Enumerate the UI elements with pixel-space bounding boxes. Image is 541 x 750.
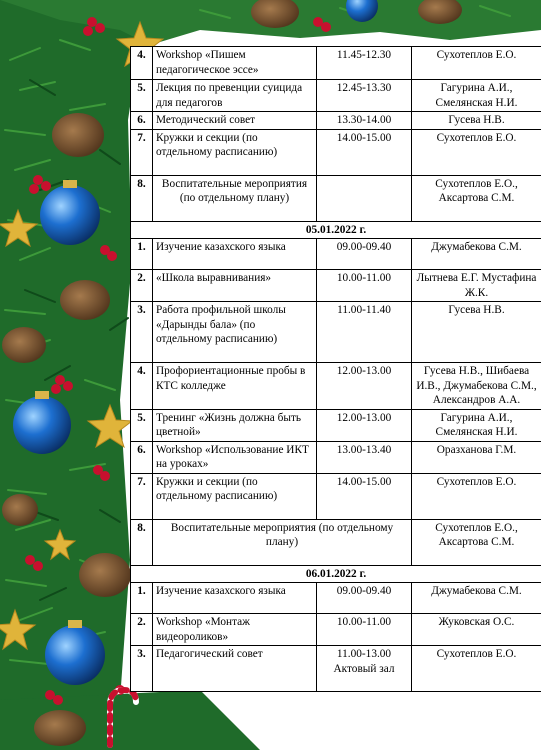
- table-row: [131, 47, 541, 80]
- event-cell: Workshop «Монтаж видеороликов»: [153, 614, 317, 646]
- time-cell: 11.00-13.00 Актовый зал: [317, 646, 412, 692]
- event-cell: Педагогический совет: [153, 646, 317, 692]
- row-number: 3.: [131, 302, 153, 363]
- event-cell: Тренинг «Жизнь должна быть цветной»: [153, 409, 317, 441]
- table-row: [131, 239, 541, 270]
- responsible-cell: Сухотеплов Е.О., Аксартова С.М.: [412, 519, 541, 565]
- responsible-cell: Сухотеплов Е.О., Аксартова С.М.: [412, 175, 541, 221]
- responsible-cell: Джумабекова С.М.: [412, 239, 541, 270]
- responsible-cell: Гагурина А.И., Смелянская Н.И.: [412, 80, 541, 112]
- responsible-cell: Жуковская О.С.: [412, 614, 541, 646]
- time-cell: [317, 175, 412, 221]
- date-row: [131, 221, 541, 239]
- schedule-table: [130, 46, 541, 692]
- responsible-cell: Сухотеплов Е.О.: [412, 646, 541, 692]
- table-row: [131, 302, 541, 363]
- table-row: [131, 112, 541, 130]
- event-cell: Workshop «Использование ИКТ на уроках»: [153, 441, 317, 473]
- table-row: [131, 270, 541, 302]
- row-number: 8.: [131, 519, 153, 565]
- row-number: 6.: [131, 112, 153, 130]
- event-cell: Воспитательные мероприятия (по отдельному плану): [153, 519, 412, 565]
- date-row: [131, 565, 541, 583]
- time-cell: 09.00-09.40: [317, 583, 412, 614]
- table-row: [131, 363, 541, 410]
- event-cell: Воспитательные мероприятия (по отдельному плану): [153, 175, 317, 221]
- event-cell: Методический совет: [153, 112, 317, 130]
- event-cell: Workshop «Пишем педагогическое эссе»: [153, 47, 317, 80]
- event-cell: Работа профильной школы «Дарынды бала» (по отдельному расписанию): [153, 302, 317, 363]
- event-cell: Изучение казахского языка: [153, 583, 317, 614]
- time-cell: 12.00-13.00: [317, 363, 412, 410]
- table-row: [131, 441, 541, 473]
- time-cell: 09.00-09.40: [317, 239, 412, 270]
- row-number: 2.: [131, 270, 153, 302]
- time-cell: 10.00-11.00: [317, 614, 412, 646]
- table-row: [131, 409, 541, 441]
- responsible-cell: Сухотеплов Е.О.: [412, 47, 541, 80]
- table-row: [131, 129, 541, 175]
- responsible-cell: Гагурина А.И., Смелянская Н.И.: [412, 409, 541, 441]
- row-number: 7.: [131, 129, 153, 175]
- responsible-cell: Гусева Н.В.: [412, 302, 541, 363]
- responsible-cell: Сухотеплов Е.О.: [412, 473, 541, 519]
- date-heading: 05.01.2022 г.: [131, 221, 541, 239]
- row-number: 4.: [131, 47, 153, 80]
- table-row: [131, 614, 541, 646]
- time-cell: 14.00-15.00: [317, 473, 412, 519]
- responsible-cell: Гусева Н.В., Шибаева И.В., Джумабекова С.М., Александров А.А.: [412, 363, 541, 410]
- table-row: [131, 80, 541, 112]
- row-number: 6.: [131, 441, 153, 473]
- row-number: 5.: [131, 80, 153, 112]
- row-number: 1.: [131, 239, 153, 270]
- time-cell: 11.00-11.40: [317, 302, 412, 363]
- time-cell: 13.30-14.00: [317, 112, 412, 130]
- table-row: [131, 473, 541, 519]
- event-cell: Кружки и секции (по отдельному расписанию): [153, 129, 317, 175]
- row-number: 5.: [131, 409, 153, 441]
- event-cell: «Школа выравнивания»: [153, 270, 317, 302]
- responsible-cell: Гусева Н.В.: [412, 112, 541, 130]
- date-heading: 06.01.2022 г.: [131, 565, 541, 583]
- time-cell: 11.45-12.30: [317, 47, 412, 80]
- time-cell: 12.45-13.30: [317, 80, 412, 112]
- time-cell: 12.00-13.00: [317, 409, 412, 441]
- table-row: [131, 646, 541, 692]
- time-cell: 14.00-15.00: [317, 129, 412, 175]
- time-cell: 10.00-11.00: [317, 270, 412, 302]
- row-number: 3.: [131, 646, 153, 692]
- table-row: [131, 175, 541, 221]
- table-row: [131, 519, 541, 565]
- event-cell: Лекция по превенции суицида для педагогов: [153, 80, 317, 112]
- table-row: [131, 583, 541, 614]
- time-cell: 13.00-13.40: [317, 441, 412, 473]
- responsible-cell: Джумабекова С.М.: [412, 583, 541, 614]
- row-number: 2.: [131, 614, 153, 646]
- responsible-cell: Лытнева Е.Г. Мустафина Ж.К.: [412, 270, 541, 302]
- row-number: 1.: [131, 583, 153, 614]
- row-number: 8.: [131, 175, 153, 221]
- row-number: 7.: [131, 473, 153, 519]
- row-number: 4.: [131, 363, 153, 410]
- event-cell: Кружки и секции (по отдельному расписанию): [153, 473, 317, 519]
- event-cell: Профориентационные пробы в КТС колледже: [153, 363, 317, 410]
- schedule-body: [131, 47, 541, 692]
- event-cell: Изучение казахского языка: [153, 239, 317, 270]
- responsible-cell: Оразханова Г.М.: [412, 441, 541, 473]
- responsible-cell: Сухотеплов Е.О.: [412, 129, 541, 175]
